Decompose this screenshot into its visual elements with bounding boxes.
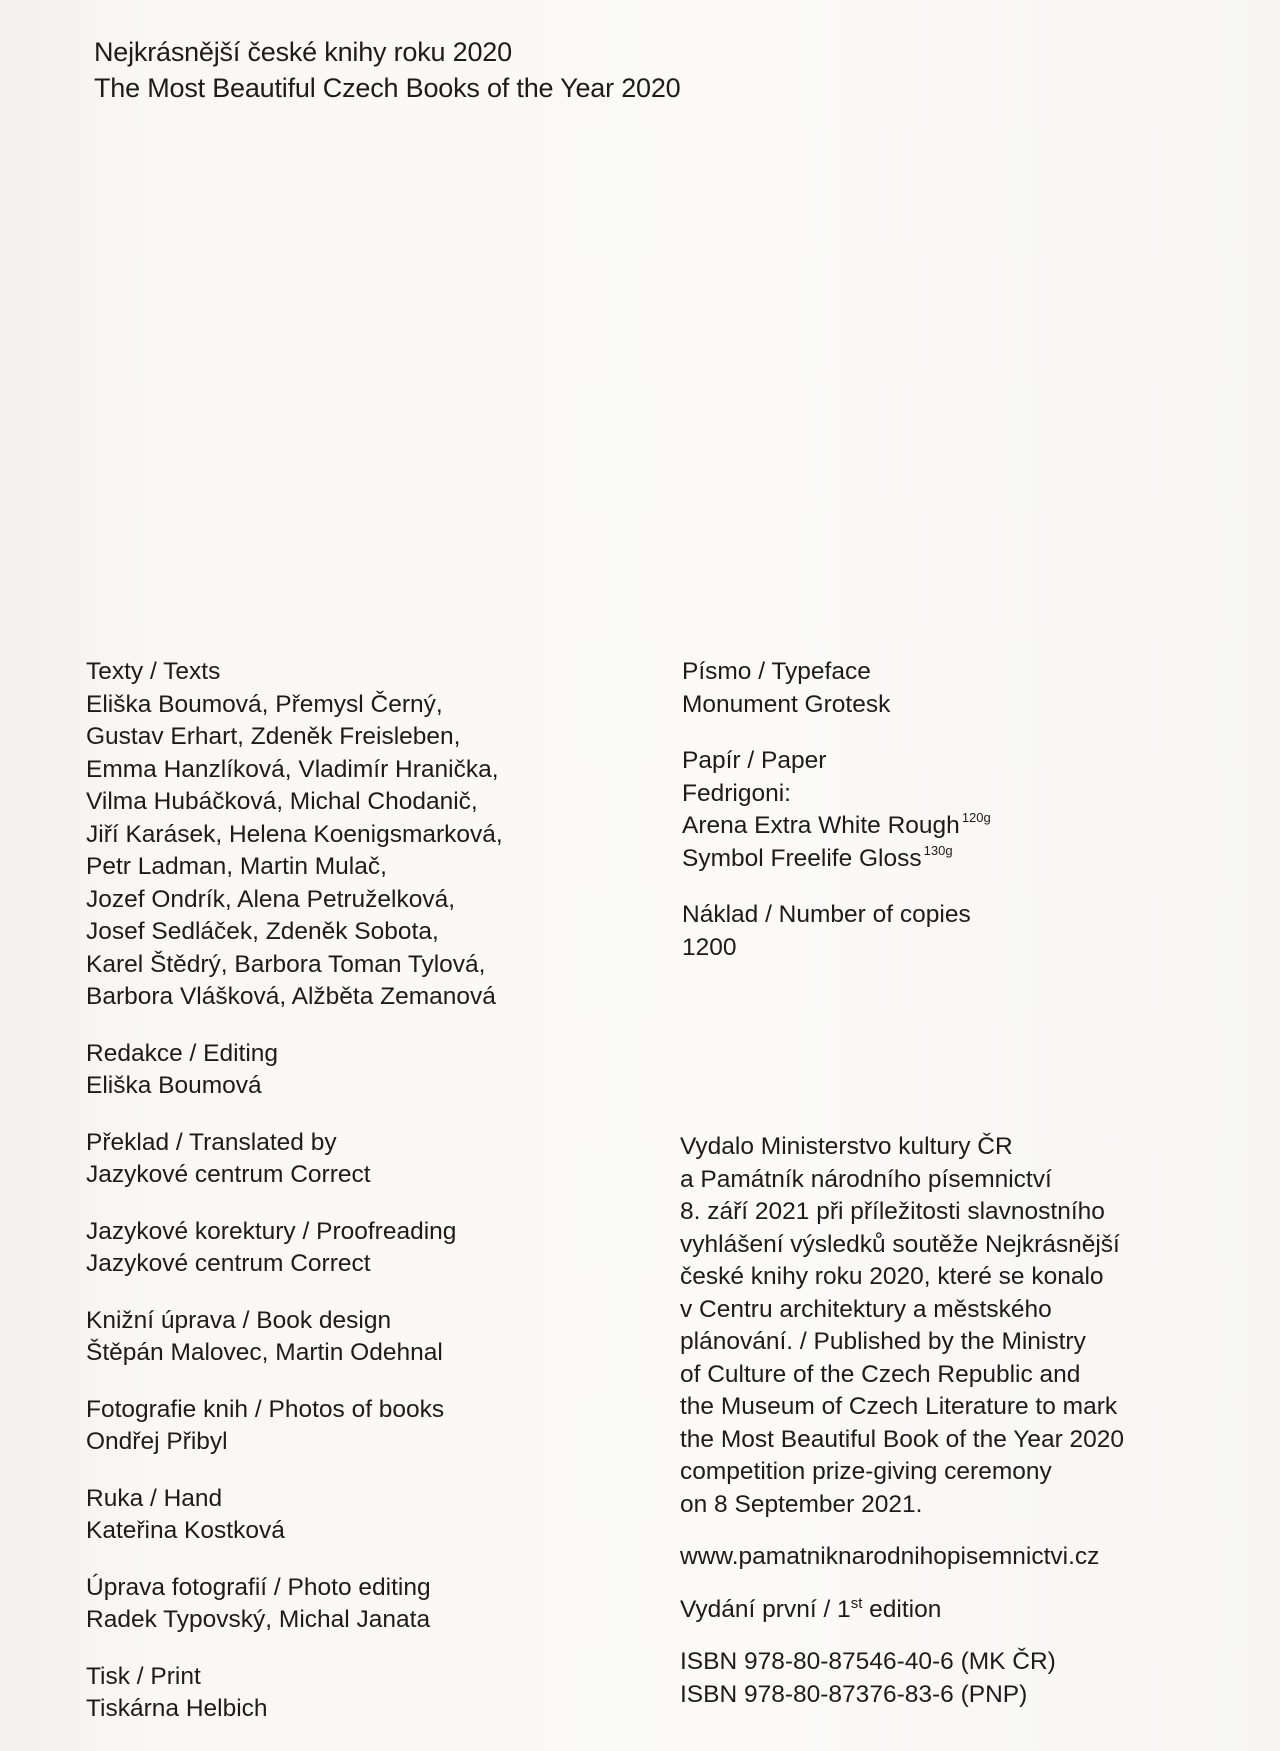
spec-value: 1200 [682, 933, 737, 961]
paper-2 [682, 843, 1222, 876]
credit-translation [86, 1127, 666, 1192]
credit-label: Tisk / Print [86, 1662, 201, 1690]
paper-2-weight: 130g [923, 842, 953, 858]
credit-photos [86, 1394, 666, 1459]
credit-value: Jiří Karásek, Helena Koenigsmarková, [86, 820, 503, 848]
paper-1-weight: 120g [961, 810, 991, 825]
credit-editing [86, 1038, 666, 1103]
credit-value: Eliška Boumová [86, 1072, 262, 1099]
publisher-column [680, 1131, 1240, 1731]
spec-value: Fedrigoni: [682, 779, 791, 807]
credit-value: Tiskárna Helbich [86, 1695, 268, 1722]
publisher-line: české knihy roku 2020, které se konalo [680, 1263, 1104, 1290]
edition-prefix: Vydání první / 1 [680, 1595, 851, 1623]
credit-value: Kateřina Kostková [86, 1517, 285, 1544]
paper-1 [682, 810, 1222, 843]
publisher-line: vyhlášení výsledků soutěže Nejkrásnější [680, 1230, 1120, 1258]
spec-copies [682, 899, 1222, 964]
spec-label: Písmo / Typeface [682, 658, 871, 685]
credit-proofreading [86, 1216, 666, 1281]
credit-value: Ondřej Přibyl [86, 1428, 228, 1455]
title-english: The Most Beautiful Czech Books of the Year 2020 [94, 73, 681, 103]
credit-value: Jazykové centrum Correct [86, 1250, 371, 1277]
title-czech: Nejkrásnější české knihy roku 2020 [94, 37, 512, 67]
credit-label: Ruka / Hand [86, 1484, 223, 1512]
specs-column [682, 656, 1222, 988]
publisher-line: Vydalo Ministerstvo kultury ČR [680, 1133, 1013, 1160]
credit-label: Redakce / Editing [86, 1039, 279, 1067]
credit-label: Texty / Texts [86, 658, 221, 685]
publisher-line: plánování. / Published by the Ministry [680, 1328, 1086, 1355]
credit-value: Eliška Boumová, Přemysl Černý, [86, 690, 443, 718]
credit-value: Petr Ladman, Martin Mulač, [86, 853, 387, 880]
credit-value: Barbora Vlášková, Alžběta Zemanová [86, 983, 496, 1010]
publisher-line: on 8 September 2021. [680, 1490, 923, 1518]
website-url: www.pamatniknarodnihopisemnictvi.cz [680, 1543, 1100, 1570]
publisher-line: 8. září 2021 při příležitosti slavnostního [680, 1198, 1105, 1225]
credit-value: Jazykové centrum Correct [86, 1161, 371, 1188]
website-block [680, 1541, 1240, 1574]
credit-label: Překlad / Translated by [86, 1128, 337, 1156]
credit-photo-editing [86, 1572, 666, 1637]
edition-block [680, 1594, 1240, 1627]
credit-value: Josef Sedláček, Zdeněk Sobota, [86, 918, 439, 945]
isbn-mk: ISBN 978-80-87546-40-6 (MK ČR) [680, 1648, 1056, 1675]
publisher-statement [680, 1131, 1240, 1521]
credit-hand [86, 1483, 666, 1548]
spec-label: Papír / Paper [682, 747, 827, 774]
credit-label: Fotografie knih / Photos of books [86, 1395, 445, 1423]
edition [680, 1594, 1240, 1627]
publisher-line: the Most Beautiful Book of the Year 2020 [680, 1425, 1125, 1453]
publisher-line: competition prize-giving ceremony [680, 1458, 1052, 1485]
credit-value: Vilma Hubáčková, Michal Chodanič, [86, 788, 478, 815]
credit-label: Knižní úprava / Book design [86, 1306, 392, 1334]
credits-column [86, 656, 666, 1750]
publisher-line: v Centru architektury a městského [680, 1295, 1052, 1323]
paper-2-name: Symbol Freelife Gloss [682, 844, 922, 872]
credit-value: Karel Štědrý, Barbora Toman Tylová, [86, 950, 486, 978]
edition-superscript: st [850, 1594, 863, 1612]
spec-value: Monument Grotesk [682, 690, 891, 718]
isbn-pnp: ISBN 978-80-87376-83-6 (PNP) [680, 1680, 1028, 1708]
publisher-line: of Culture of the Czech Republic and [680, 1360, 1081, 1388]
spec-paper [682, 745, 1222, 875]
credit-label: Jazykové korektury / Proofreading [86, 1217, 457, 1245]
credit-value: Štěpán Malovec, Martin Odehnal [86, 1339, 443, 1366]
credit-book-design [86, 1305, 666, 1370]
credit-value: Emma Hanzlíková, Vladimír Hranička, [86, 755, 499, 783]
publisher-line: the Museum of Czech Literature to mark [680, 1393, 1118, 1420]
paper-1-name: Arena Extra White Rough [682, 812, 960, 839]
credit-value: Jozef Ondrík, Alena Petruželková, [86, 885, 456, 913]
isbn-block [680, 1646, 1240, 1711]
credit-value: Radek Typovský, Michal Janata [86, 1606, 431, 1633]
edition-suffix: edition [862, 1595, 942, 1623]
credit-texts [86, 656, 666, 1014]
page-header [94, 34, 680, 106]
publisher-line: a Památník národního písemnictví [680, 1165, 1052, 1193]
credit-label: Úprava fotografií / Photo editing [86, 1573, 431, 1601]
spec-label: Náklad / Number of copies [682, 901, 971, 928]
credit-value: Gustav Erhart, Zdeněk Freisleben, [86, 723, 461, 750]
spec-typeface [682, 656, 1222, 721]
credit-print [86, 1661, 666, 1726]
